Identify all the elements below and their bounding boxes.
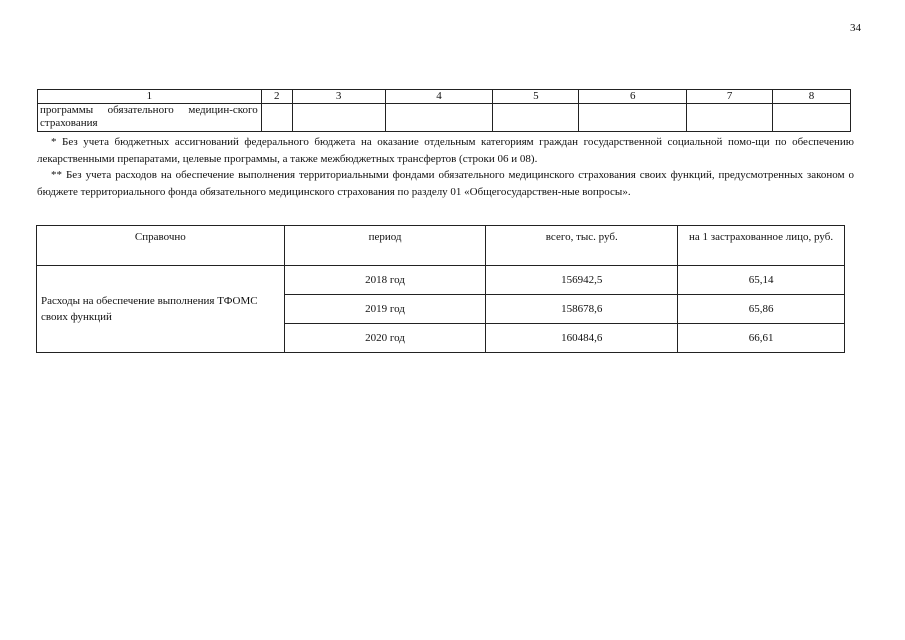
column-number: 7 — [687, 90, 773, 104]
total-cell: 156942,5 — [486, 266, 678, 295]
table-row — [37, 266, 845, 295]
period-cell: 2019 год — [284, 295, 486, 324]
total-cell: 160484,6 — [486, 324, 678, 353]
header-per-person: на 1 застрахованное лицо, руб. — [678, 226, 845, 266]
column-number: 1 — [38, 90, 262, 104]
page-number: 34 — [850, 22, 861, 34]
continuation-table — [37, 89, 851, 132]
empty-cell — [773, 104, 851, 132]
column-number: 8 — [773, 90, 851, 104]
period-cell: 2018 год — [284, 266, 486, 295]
empty-cell — [261, 104, 292, 132]
footnotes — [37, 134, 854, 200]
empty-cell — [292, 104, 385, 132]
expense-label: Расходы на обеспечение выполнения ТФОМС своих функций — [37, 266, 285, 353]
per-person-cell: 65,14 — [678, 266, 845, 295]
empty-cell — [687, 104, 773, 132]
empty-cell — [385, 104, 493, 132]
column-number: 4 — [385, 90, 493, 104]
total-cell: 158678,6 — [486, 295, 678, 324]
reference-header-row — [37, 226, 845, 266]
footnote-1: * Без учета бюджетных ассигнований федерального бюджета на оказание отдельным категориям граждан государственной социальной помо-щи по обеспечению лекарственными препаратами, целевые программы, а также межбюджетных трансфертов (строки 06 и 08). — [37, 136, 854, 165]
per-person-cell: 66,61 — [678, 324, 845, 353]
reference-table — [36, 225, 845, 353]
header-period: период — [284, 226, 486, 266]
empty-cell — [493, 104, 579, 132]
column-number: 3 — [292, 90, 385, 104]
table-row — [38, 104, 851, 132]
header-reference: Справочно — [37, 226, 285, 266]
empty-cell — [579, 104, 687, 132]
column-number: 6 — [579, 90, 687, 104]
column-number: 5 — [493, 90, 579, 104]
header-total: всего, тыс. руб. — [486, 226, 678, 266]
footnote-2: ** Без учета расходов на обеспечение выполнения территориальными фондами обязательного медицинского страхования своих функций, предусмотренных законом о бюджете территориального фонда обязательного медицинского страхования по разделу 01 «Общегосударствен-ные вопросы». — [37, 169, 854, 198]
column-number-row — [38, 90, 851, 104]
column-number: 2 — [261, 90, 292, 104]
period-cell: 2020 год — [284, 324, 486, 353]
per-person-cell: 65,86 — [678, 295, 845, 324]
row-label: программы обязательного медицин-ского страхования — [38, 104, 262, 132]
